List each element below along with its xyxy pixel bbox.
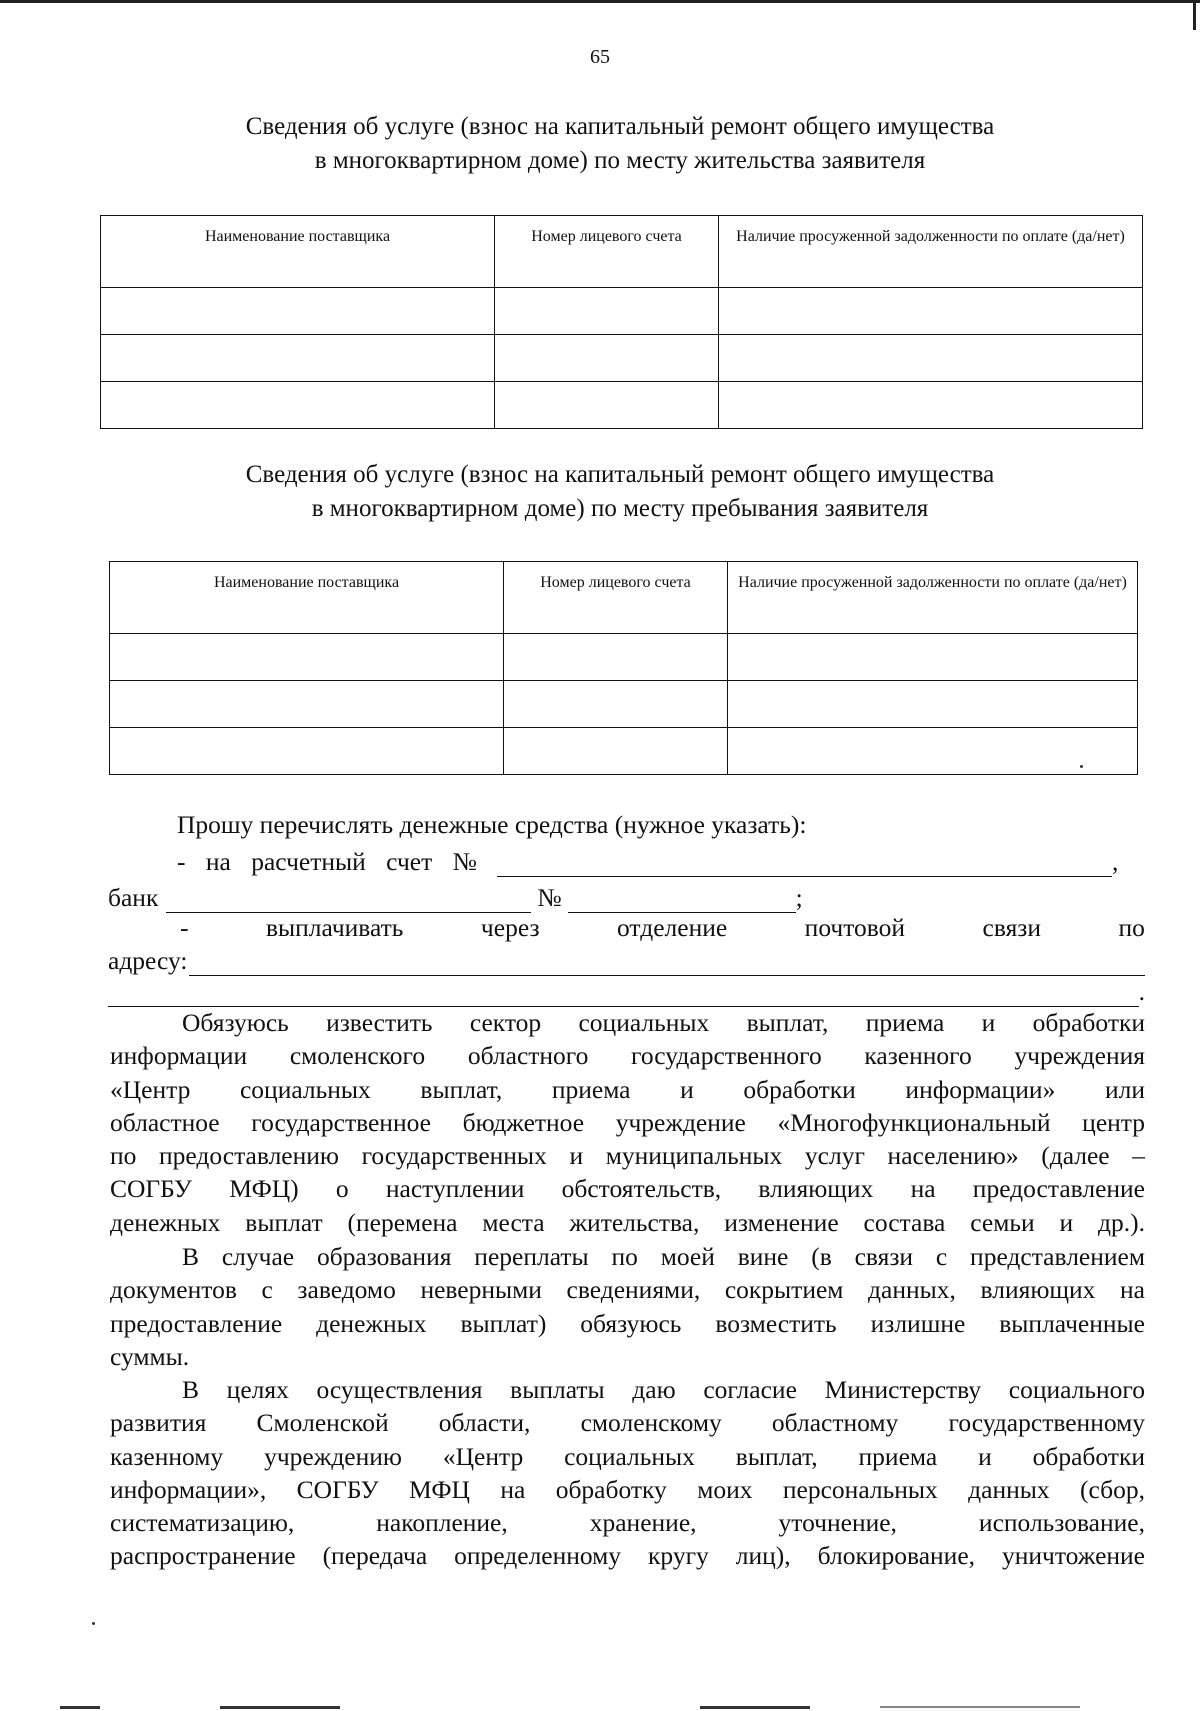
paragraph-line: В целях осуществления выплаты даю согласие Министерству социального [182, 1375, 1145, 1404]
account-number-field[interactable] [497, 850, 1112, 877]
table-cell-account[interactable] [495, 288, 719, 335]
post-word: выплачивать [265, 913, 404, 942]
consent-paragraph [110, 1373, 1145, 1573]
transfer-request: Прошу перечислять денежные средства (нужное указать): [177, 810, 807, 839]
post-word: по [1118, 913, 1145, 942]
table-cell-debt[interactable] [728, 728, 1138, 775]
paragraph-line: суммы. [110, 1341, 190, 1371]
table-cell-debt[interactable] [719, 335, 1143, 382]
table-cell-debt[interactable] [728, 634, 1138, 681]
scan-footer-marks [0, 1702, 1200, 1711]
paragraph-line: областное государственное бюджетное учреждение «Многофункциональный центр [110, 1107, 1145, 1137]
address-row [108, 942, 1145, 976]
table-cell-account[interactable] [504, 728, 728, 775]
table-cell-supplier[interactable] [101, 288, 495, 335]
residence-table [100, 215, 1143, 429]
paragraph-line: В случае образования переплаты по моей вине (в связи с представлением [182, 1242, 1145, 1271]
paragraph-line: информации», СОГБУ МФЦ на обработку моих персональных данных (сбор, [110, 1474, 1145, 1504]
paragraph-line: документов с заведомо неверными сведениями, сокрытием данных, влияющих на [110, 1275, 1145, 1305]
page-edge-line [0, 0, 1200, 3]
overpayment-paragraph [110, 1240, 1145, 1373]
post-word: через [480, 913, 540, 942]
post-word: отделение [617, 913, 728, 942]
paragraph-line: систематизацию, накопление, хранение, уточнение, использование, [110, 1508, 1145, 1538]
table-cell-supplier[interactable] [110, 634, 504, 681]
post-word: связи [982, 913, 1042, 942]
page-number: 65 [590, 46, 610, 68]
paragraph-line: информации смоленского областного государственного казенного учреждения [110, 1041, 1145, 1071]
table-row [101, 382, 1143, 429]
paragraph-line: развития Смоленской области, смоленскому областному государственному [110, 1408, 1145, 1438]
table-header-row [101, 216, 1143, 288]
scan-mark [880, 1706, 1080, 1708]
account-suffix: , [1111, 847, 1119, 876]
table-header-row [110, 562, 1138, 634]
table-cell-account[interactable] [504, 634, 728, 681]
address-label: адресу: [108, 946, 188, 975]
bank-row [108, 879, 828, 913]
address-row-2 [108, 973, 1145, 1007]
bank-suffix: ; [795, 883, 803, 912]
post-row [180, 909, 1145, 943]
table-cell-supplier[interactable] [101, 382, 495, 429]
table-row [110, 634, 1138, 681]
table-cell-account[interactable] [495, 335, 719, 382]
section-residence-title [100, 110, 1140, 178]
scan-mark [220, 1706, 340, 1709]
address-end: . [1138, 977, 1145, 1006]
table-cell-debt[interactable] [719, 288, 1143, 335]
column-header-debt: Наличие просуженной задолженности по оплате (да/нет) [728, 562, 1138, 634]
column-header-account: Номер лицевого счета [504, 562, 728, 634]
column-header-supplier: Наименование поставщика [110, 562, 504, 634]
table-cell-supplier[interactable] [110, 681, 504, 728]
table-row [101, 288, 1143, 335]
paragraph-line: Обязуюсь известить сектор социальных выплат, приема и обработки [182, 1008, 1145, 1037]
page-edge-mark [1193, 0, 1196, 30]
column-header-debt: Наличие просуженной задолженности по оплате (да/нет) [719, 216, 1143, 288]
table-row [110, 728, 1138, 775]
scan-speck [92, 1622, 95, 1625]
section-stay-title [100, 458, 1140, 526]
paragraph-line: казенному учреждению «Центр социальных выплат, приема и обработки [110, 1441, 1145, 1471]
title-line: Сведения об услуге (взнос на капитальный ремонт общего имущества [245, 461, 995, 488]
paragraph-line: СОГБУ МФЦ) о наступлении обстоятельств, влияющих на предоставление [110, 1174, 1145, 1204]
paragraph-line: денежных выплат (перемена места жительства, изменение состава семьи и др.). [110, 1207, 1145, 1237]
title-line: в многоквартирном доме) по месту пребывания заявителя [311, 495, 929, 522]
bank-number-sign: № [537, 883, 562, 912]
post-word: - [180, 913, 189, 942]
paragraph-line: распространение (передача определенному кругу лиц), блокирование, уничтожение [110, 1541, 1145, 1571]
title-line: Сведения об услуге (взнос на капитальный ремонт общего имущества [245, 113, 995, 140]
stay-table [109, 561, 1138, 775]
table-cell-debt[interactable] [719, 382, 1143, 429]
title-line: в многоквартирном доме) по месту жительства заявителя [314, 147, 926, 174]
notify-paragraph [110, 1006, 1145, 1239]
bank-label: банк [108, 883, 159, 912]
post-word: почтовой [804, 913, 906, 942]
table-row [101, 335, 1143, 382]
column-header-account: Номер лицевого счета [495, 216, 719, 288]
column-header-supplier: Наименование поставщика [101, 216, 495, 288]
address-field[interactable] [189, 949, 1145, 976]
table-cell-account[interactable] [495, 382, 719, 429]
table-cell-supplier[interactable] [110, 728, 504, 775]
table-row [110, 681, 1138, 728]
paragraph-line: по предоставлению государственных и муниципальных услуг населению» (далее – [110, 1141, 1145, 1171]
scan-mark [700, 1706, 810, 1709]
table-cell-account[interactable] [504, 681, 728, 728]
account-row [177, 843, 1145, 877]
table-cell-supplier[interactable] [101, 335, 495, 382]
paragraph-line: «Центр социальных выплат, приема и обработки информации» или [110, 1074, 1145, 1104]
table-cell-debt[interactable] [728, 681, 1138, 728]
account-label: - на расчетный счет № [177, 847, 477, 876]
scan-mark [60, 1706, 100, 1709]
address-field-continued[interactable] [108, 980, 1139, 1007]
paragraph-line: предоставление денежных выплат) обязуюсь возместить излишне выплаченные [110, 1308, 1145, 1338]
scan-speck [1080, 765, 1083, 768]
